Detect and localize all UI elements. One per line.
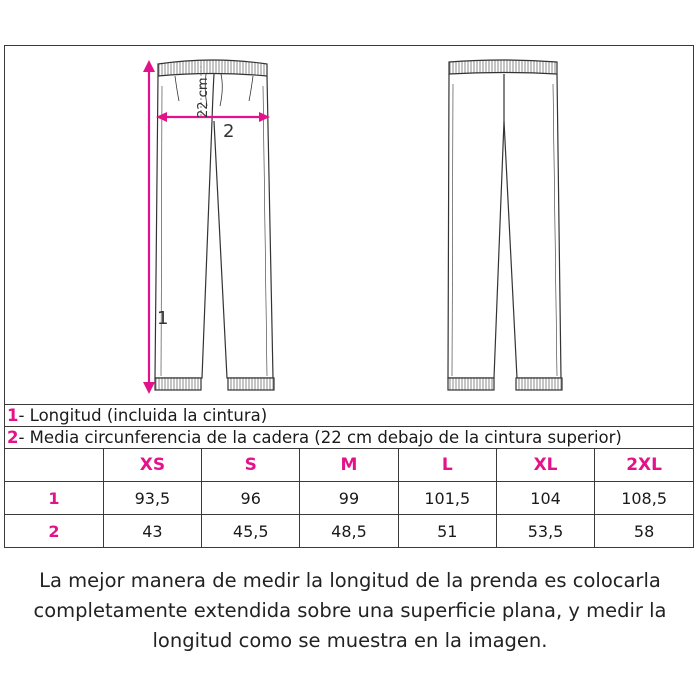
header-size-m: M: [300, 449, 398, 482]
row-label: 2: [5, 515, 103, 548]
back-waistband: [449, 60, 557, 74]
header-size-xl: XL: [496, 449, 594, 482]
size-table: [5, 448, 693, 547]
length-label: 1: [157, 308, 169, 329]
size-header-row: [5, 449, 693, 482]
back-left-leg: [448, 74, 504, 378]
table-cell: 51: [398, 515, 496, 548]
table-cell: 101,5: [398, 482, 496, 515]
size-chart-frame: [4, 45, 694, 548]
legend-hip-number: 2: [7, 428, 19, 447]
table-cell: 43: [103, 515, 201, 548]
table-cell: 58: [595, 515, 693, 548]
table-row: [5, 482, 693, 515]
back-left-cuff: [448, 378, 494, 390]
table-cell: 93,5: [103, 482, 201, 515]
table-cell: 96: [202, 482, 300, 515]
hip-measure-arrow: [156, 112, 270, 122]
legend-length: [5, 404, 693, 426]
pants-front-view: [155, 60, 274, 390]
header-size-2xl: 2XL: [595, 449, 693, 482]
header-size-xs: XS: [103, 449, 201, 482]
legend-hip-text: - Media circunferencia de la cadera (22 cm debajo de la cintura superior): [18, 428, 622, 447]
back-right-leg: [504, 74, 561, 378]
table-cell: 48,5: [300, 515, 398, 548]
legend-length-number: 1: [7, 406, 19, 425]
rise-label: 22 cm: [196, 77, 211, 118]
table-cell: 53,5: [496, 515, 594, 548]
back-right-cuff: [516, 378, 562, 390]
pants-drawing: [5, 46, 693, 404]
table-cell: 99: [300, 482, 398, 515]
table-cell: 108,5: [595, 482, 693, 515]
measuring-note: [0, 566, 700, 656]
legend-hip: [5, 426, 693, 448]
note-line: longitud como se muestra en la imagen.: [152, 629, 548, 652]
front-waistband: [158, 60, 267, 76]
pants-illustration: [5, 46, 693, 404]
front-left-cuff: [155, 378, 201, 390]
note-line: completamente extendida sobre una superficie plana, y medir la: [33, 599, 667, 622]
table-cell: 45,5: [202, 515, 300, 548]
length-measure-arrow: [143, 60, 155, 394]
front-right-cuff: [228, 378, 274, 390]
note-line: La mejor manera de medir la longitud de la prenda es colocarla: [39, 569, 661, 592]
hip-label: 2: [223, 121, 235, 142]
header-size-s: S: [202, 449, 300, 482]
pants-back-view: [448, 60, 562, 390]
table-cell: 104: [496, 482, 594, 515]
header-size-l: L: [398, 449, 496, 482]
row-label: 1: [5, 482, 103, 515]
legend-length-text: - Longitud (incluida la cintura): [18, 406, 268, 425]
table-row: [5, 515, 693, 548]
header-empty-cell: [5, 449, 103, 482]
